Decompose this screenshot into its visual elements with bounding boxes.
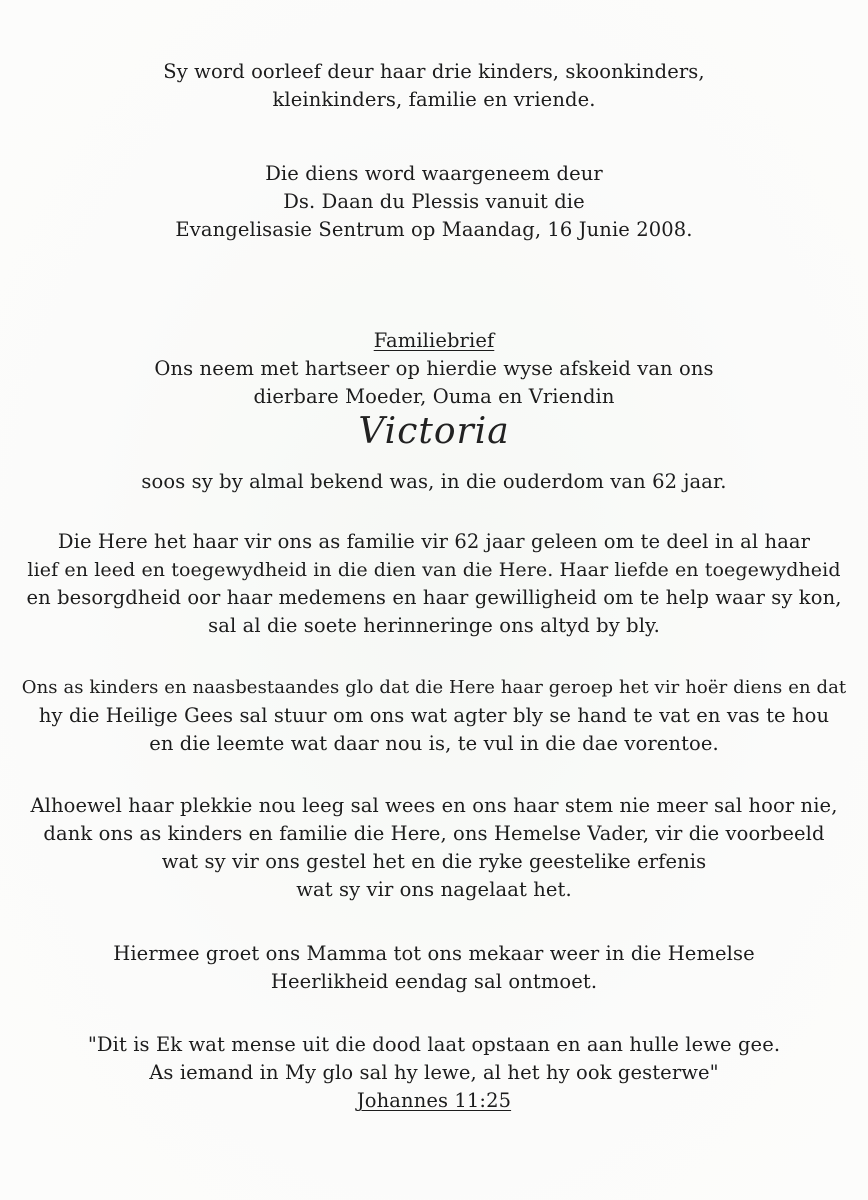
verse-reference: Johannes 11:25 [356,1089,512,1112]
text-line: dank ons as kinders en familie die Here, ons Hemelse Vader, vir die voorbeeld [43,822,825,845]
verse-line: "Dit is Ek wat mense uit die dood laat opstaan en aan hulle lewe gee. [87,1033,781,1056]
text-line: Evangelisasie Sentrum op Maandag, 16 Junie 2008. [175,218,693,241]
text-line: Alhoewel haar plekkie nou leeg sal wees en ons haar stem nie meer sal hoor nie, [30,794,838,817]
letter-heading: Familiebrief [373,329,495,352]
text-line: lief en leed en toegewydheid in die dien van die Here. Haar liefde en toegewydheid [27,559,841,581]
letter-paragraph-1 [0,528,868,640]
bible-verse [0,1031,868,1115]
text-line: en besorgdheid oor haar medemens en haar gewilligheid om te help waar sy kon, [26,586,842,609]
text-line: sal al die soete herinneringe ons altyd by bly. [208,614,660,637]
verse-line: As iemand in My glo sal hy lewe, al het hy ook gesterwe" [149,1061,719,1084]
survived-by-paragraph [0,58,868,114]
known-as-line [0,468,868,496]
deceased-name-text: Victoria [358,411,510,452]
text-line: Sy word oorleef deur haar drie kinders, skoonkinders, [163,60,705,83]
text-line: Die diens word waargeneem deur [265,162,603,185]
text-line: soos sy by almal bekend was, in die ouderdom van 62 jaar. [141,470,727,493]
letter-paragraph-2 [0,674,868,758]
text-line: hy die Heilige Gees sal stuur om ons wat agter bly se hand te vat en vas te hou [38,704,830,727]
service-paragraph [0,160,868,244]
letter-paragraph-4 [0,940,868,996]
text-line: Ds. Daan du Plessis vanuit die [283,190,585,213]
text-line: Heerlikheid eendag sal ontmoet. [270,970,598,993]
text-line: en die leemte wat daar nou is, te vul in die dae vorentoe. [149,732,719,755]
text-line: kleinkinders, familie en vriende. [272,88,596,111]
deceased-name [0,412,868,452]
text-line: Ons as kinders en naasbestaandes glo dat die Here haar geroep het vir hoër diens en dat [21,677,847,698]
text-line: dierbare Moeder, Ouma en Vriendin [253,385,615,408]
text-line: wat sy vir ons gestel het en die ryke geestelike erfenis [161,850,707,873]
text-line: Hiermee groet ons Mamma tot ons mekaar weer in die Hemelse [113,942,755,965]
text-line: Die Here het haar vir ons as familie vir 62 jaar geleen om te deel in al haar [57,530,811,553]
family-letter-header [0,327,868,411]
text-line: Ons neem met hartseer op hierdie wyse afskeid van ons [154,357,714,380]
text-line: wat sy vir ons nagelaat het. [296,878,572,901]
letter-paragraph-3 [0,792,868,904]
